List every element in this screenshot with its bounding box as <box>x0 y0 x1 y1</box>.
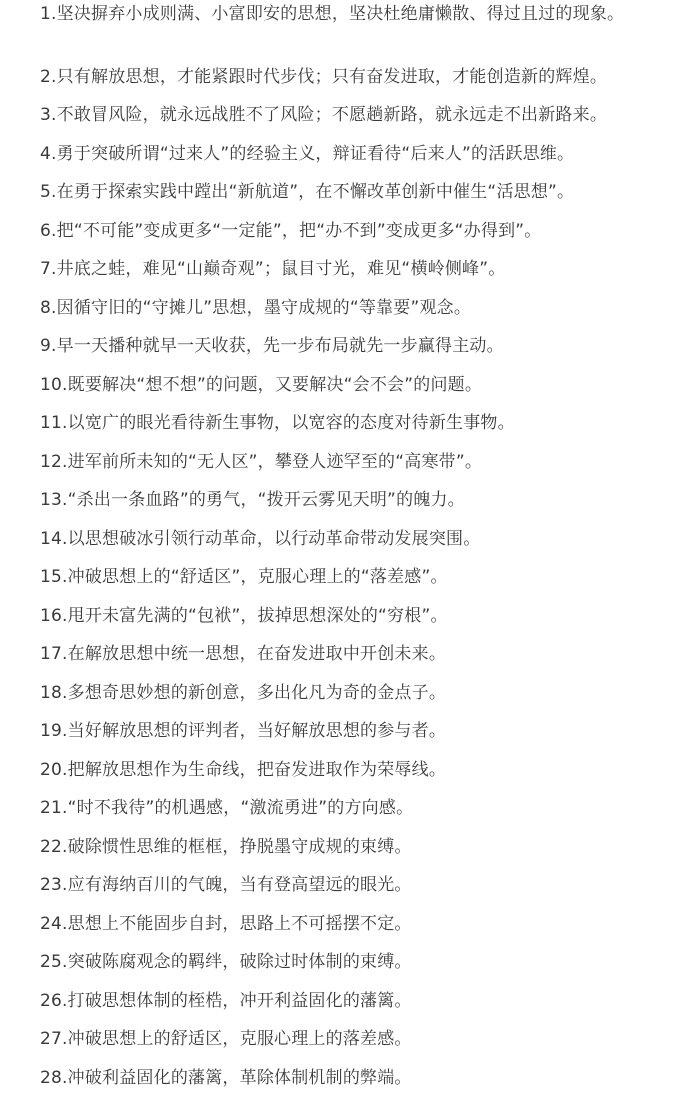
list-item: 19.当好解放思想的评判者，当好解放思想的参与者。 <box>40 721 447 741</box>
list-item: 2.只有解放思想，才能紧跟时代步伐；只有奋发进取，才能创造新的辉煌。 <box>40 67 608 87</box>
list-item: 13.“杀出一条血路”的勇气，“拨开云雾见天明”的魄力。 <box>40 490 465 510</box>
list-item: 22.破除惯性思维的框框，挣脱墨守成规的束缚。 <box>40 837 412 857</box>
list-item: 28.冲破利益固化的藩篱，革除体制机制的弊端。 <box>40 1068 412 1088</box>
list-item: 14.以思想破冰引领行动革命，以行动革命带动发展突围。 <box>40 529 481 549</box>
list-item: 25.突破陈腐观念的羁绊，破除过时体制的束缚。 <box>40 952 412 972</box>
list-item: 6.把“不可能”变成更多“一定能”，把“办不到”变成更多“办得到”。 <box>40 221 542 241</box>
list-item: 7.井底之蛙，难见“山巅奇观”；鼠目寸光，难见“横岭侧峰”。 <box>40 259 506 279</box>
list-item: 12.进军前所未知的“无人区”，攀登人迹罕至的“高寒带”。 <box>40 452 483 472</box>
list-item: 16.甩开未富先满的“包袱”，拔掉思想深处的“穷根”。 <box>40 606 448 626</box>
list-item: 3.不敢冒风险，就永远战胜不了风险；不愿趟新路，就永远走不出新路来。 <box>40 105 608 125</box>
list-item: 24.思想上不能固步自封，思路上不可摇摆不定。 <box>40 914 412 934</box>
list-item: 5.在勇于探索实践中蹚出“新航道”，在不懈改革创新中催生“活思想”。 <box>40 182 575 202</box>
list-item: 9.早一天播种就早一天收获，先一步布局就先一步赢得主动。 <box>40 336 504 356</box>
list-item: 15.冲破思想上的“舒适区”，克服心理上的“落差感”。 <box>40 567 448 587</box>
list-item: 10.既要解决“想不想”的问题，又要解决“会不会”的问题。 <box>40 375 483 395</box>
list-item: 26.打破思想体制的桎梏，冲开利益固化的藩篱。 <box>40 991 412 1011</box>
list-item: 11.以宽广的眼光看待新生事物，以宽容的态度对待新生事物。 <box>40 413 515 433</box>
list-item: 23.应有海纳百川的气魄，当有登高望远的眼光。 <box>40 875 412 895</box>
list-item: 17.在解放思想中统一思想，在奋发进取中开创未来。 <box>40 644 447 664</box>
list-item: 27.冲破思想上的舒适区，克服心理上的落差感。 <box>40 1029 412 1049</box>
list-item: 21.“时不我待”的机遇感，“激流勇进”的方向感。 <box>40 798 414 818</box>
list-item: 20.把解放思想作为生命线，把奋发进取作为荣辱线。 <box>40 760 447 780</box>
list-item: 1.坚决摒弃小成则满、小富即安的思想，坚决杜绝庸懒散、得过且过的现象。 <box>40 4 625 24</box>
list-item: 18.多想奇思妙想的新创意，多出化凡为奇的金点子。 <box>40 683 447 703</box>
list-item: 8.因循守旧的“守摊儿”思想，墨守成规的“等靠要”观念。 <box>40 298 472 318</box>
list-item: 4.勇于突破所谓“过来人”的经验主义，辩证看待“后来人”的活跃思维。 <box>40 144 575 164</box>
